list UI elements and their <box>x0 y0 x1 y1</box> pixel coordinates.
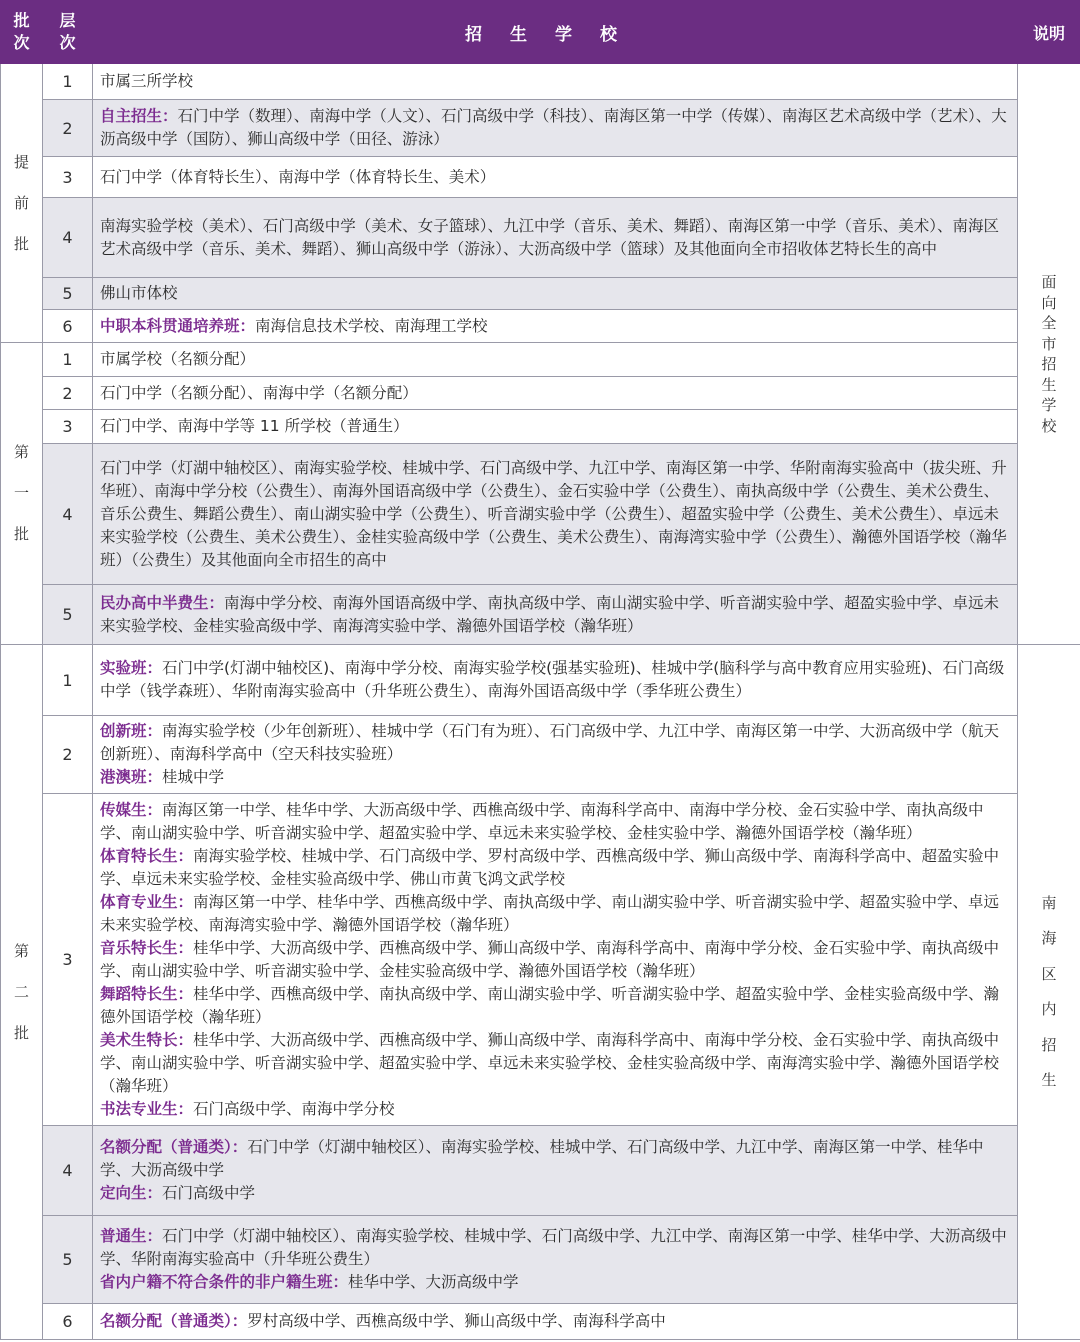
keyword: 音乐特长生： <box>100 938 194 957</box>
level-cell: 3 <box>43 794 93 1126</box>
table-row <box>1 343 1080 377</box>
level-cell: 4 <box>43 198 93 278</box>
table-row <box>1 1216 1080 1304</box>
keyword: 美术生特长： <box>100 1030 194 1049</box>
header-batch: 批次 <box>1 1 43 64</box>
header-level: 层次 <box>43 1 93 64</box>
school-cell: 名额分配（普通类）：罗村高级中学、西樵高级中学、狮山高级中学、南海科学高中 <box>93 1304 1018 1340</box>
level-cell: 1 <box>43 645 93 716</box>
keyword: 传媒生： <box>100 800 163 819</box>
level-cell: 5 <box>43 1216 93 1304</box>
keyword: 普通生： <box>100 1227 163 1245</box>
keyword: 省内户籍不符合条件的非户籍生班： <box>100 1273 349 1291</box>
table-row <box>1 444 1080 585</box>
table-row <box>1 585 1080 645</box>
batch-cell: 提前批 <box>1 64 43 343</box>
level-cell: 2 <box>43 716 93 794</box>
header-row <box>1 1 1080 64</box>
keyword: 创新班： <box>100 722 163 740</box>
note-district: 南海区内招生 <box>1018 645 1080 1340</box>
keyword: 体育特长生： <box>100 846 194 865</box>
keyword: 港澳班： <box>100 768 163 786</box>
level-cell: 5 <box>43 278 93 310</box>
keyword: 中职本科贯通培养班： <box>100 316 256 335</box>
batch-cell: 第一批 <box>1 343 43 645</box>
note-citywide: 面向全市招生学校 <box>1018 64 1080 645</box>
school-cell: 南海实验学校（美术）、石门高级中学（美术、女子篮球）、九江中学（音乐、美术、舞蹈）、南海区第一中学（音乐、美术）、南海区艺术高级中学（音乐、美术、舞蹈）、狮山高级中学（游泳）、大沥高级中学（篮球）及其他面向全市招收体艺特长生的高中 <box>93 198 1018 278</box>
level-cell: 4 <box>43 444 93 585</box>
level-cell: 3 <box>43 157 93 198</box>
table-row <box>1 410 1080 444</box>
school-cell: 民办高中半费生：南海中学分校、南海外国语高级中学、南执高级中学、南山湖实验中学、听音湖实验中学、超盈实验中学、卓远未来实验学校、金桂实验高级中学、南海湾实验中学、瀚德外国语学校（瀚华班） <box>93 585 1018 645</box>
keyword: 定向生： <box>100 1184 163 1202</box>
table-row <box>1 377 1080 410</box>
school-cell: 名额分配（普通类）：石门中学（灯湖中轴校区）、南海实验学校、桂城中学、石门高级中学、九江中学、南海区第一中学、桂华中学、大沥高级中学 定向生：石门高级中学 <box>93 1126 1018 1216</box>
keyword: 民办高中半费生： <box>100 593 225 612</box>
keyword: 体育专业生： <box>100 892 194 911</box>
table-row <box>1 310 1080 343</box>
table-row <box>1 157 1080 198</box>
level-cell: 3 <box>43 410 93 444</box>
school-cell: 实验班：石门中学(灯湖中轴校区)、南海中学分校、南海实验学校(强基实验班)、桂城中学(脑科学与高中教育应用实验班)、石门高级中学（钱学森班）、华附南海实验高中（升华班公费生）、南海外国语高级中学（季华班公费生） <box>93 645 1018 716</box>
table-row <box>1 64 1080 100</box>
table-row <box>1 278 1080 310</box>
header-note: 说明 <box>1018 1 1080 64</box>
school-cell: 普通生：石门中学（灯湖中轴校区）、南海实验学校、桂城中学、石门高级中学、九江中学、南海区第一中学、桂华中学、大沥高级中学、华附南海实验高中（升华班公费生） 省内户籍不符合条件的非户籍生班：桂华中学、大沥高级中学 <box>93 1216 1018 1304</box>
school-cell: 市属三所学校 <box>93 64 1018 100</box>
table-row <box>1 716 1080 794</box>
keyword: 实验班： <box>100 659 163 677</box>
level-cell: 2 <box>43 377 93 410</box>
batch-cell: 第二批 <box>1 645 43 1340</box>
level-cell: 1 <box>43 343 93 377</box>
table-row <box>1 1304 1080 1340</box>
table-row <box>1 794 1080 1126</box>
school-cell: 石门中学（名额分配）、南海中学（名额分配） <box>93 377 1018 410</box>
table-row <box>1 100 1080 157</box>
keyword: 书法专业生： <box>100 1099 194 1118</box>
table-row <box>1 645 1080 716</box>
keyword: 自主招生： <box>100 107 178 125</box>
keyword: 名额分配（普通类）： <box>100 1138 248 1156</box>
level-cell: 6 <box>43 310 93 343</box>
level-cell: 6 <box>43 1304 93 1340</box>
keyword: 舞蹈特长生： <box>100 984 194 1003</box>
school-cell: 创新班：南海实验学校（少年创新班）、桂城中学（石门有为班）、石门高级中学、九江中学、南海区第一中学、大沥高级中学（航天创新班）、南海科学高中（空天科技实验班） 港澳班：桂城中学 <box>93 716 1018 794</box>
school-cell: 石门中学（灯湖中轴校区）、南海实验学校、桂城中学、石门高级中学、九江中学、南海区第一中学、华附南海实验高中（拔尖班、升华班）、南海中学分校（公费生）、南海外国语高级中学（公费生）、金石实验中学（公费生）、南执高级中学（公费生、美术公费生、音乐公费生、舞蹈公费生）、南山湖实验中学（公费生）、听音湖实验中学（公费生）、超盈实验中学（公费生、美术公费生）、卓远未来实验学校（公费生、美术公费生）、金桂实验高级中学（公费生、美术公费生）、南海湾实验中学（公费生）、瀚德外国语学校（瀚华班）（公费生）及其他面向全市招生的高中 <box>93 444 1018 585</box>
school-cell: 自主招生：石门中学（数理）、南海中学（人文）、石门高级中学（科技）、南海区第一中学（传媒）、南海区艺术高级中学（艺术）、大沥高级中学（国防）、狮山高级中学（田径、游泳） <box>93 100 1018 157</box>
table-row <box>1 198 1080 278</box>
school-cell: 石门中学、南海中学等 11 所学校（普通生） <box>93 410 1018 444</box>
school-cell: 中职本科贯通培养班：南海信息技术学校、南海理工学校 <box>93 310 1018 343</box>
school-cell: 石门中学（体育特长生）、南海中学（体育特长生、美术） <box>93 157 1018 198</box>
table-row <box>1 1126 1080 1216</box>
keyword: 名额分配（普通类）： <box>100 1312 248 1330</box>
header-school: 招生学校 <box>93 1 1018 64</box>
level-cell: 5 <box>43 585 93 645</box>
level-cell: 1 <box>43 64 93 100</box>
school-cell: 佛山市体校 <box>93 278 1018 310</box>
level-cell: 2 <box>43 100 93 157</box>
school-cell: 市属学校（名额分配） <box>93 343 1018 377</box>
school-cell: 传媒生：南海区第一中学、桂华中学、大沥高级中学、西樵高级中学、南海科学高中、南海中学分校、金石实验中学、南执高级中学、南山湖实验中学、听音湖实验中学、超盈实验中学、卓远未来实验学校、金桂实验中学、瀚德外国语学校（瀚华班） 体育特长生：南海实验学校、桂城中学、石门高级中学、罗村高级中学、西樵高级中学、狮山高级中学、南海科学高中、超盈实验中学、卓远未来实验学校、金桂实验高级中学、佛山市黄飞鸿文武学校 体育专业生：南海区第一中学、桂华中学、西樵高级中学、南执高级中学、南山湖实验中学、听音湖实验中学、超盈实验中学、卓远未来实验学校、南海湾实验中学、瀚德外国语学校（瀚华班） 音乐特长生：桂华中学、大沥高级中学、西樵高级中学、狮山高级中学、南海科学高中、南海中学分校、金石实验中学、南执高级中学、南山湖实验中学、听音湖实验中学、金桂实验高级中学、瀚德外国语学校（瀚华班） 舞蹈特长生：桂华中学、西樵高级中学、南执高级中学、南山湖实验中学、听音湖实验中学、超盈实验中学、金桂实验高级中学、瀚德外国语学校（瀚华班） 美术生特长：桂华中学、大沥高级中学、西樵高级中学、狮山高级中学、南海科学高中、南海中学分校、金石实验中学、南执高级中学、南山湖实验中学、听音湖实验中学、超盈实验中学、卓远未来实验学校、金桂实验高级中学、南海湾实验中学、瀚德外国语学校（瀚华班） 书法专业生：石门高级中学、南海中学分校 <box>93 794 1018 1126</box>
level-cell: 4 <box>43 1126 93 1216</box>
